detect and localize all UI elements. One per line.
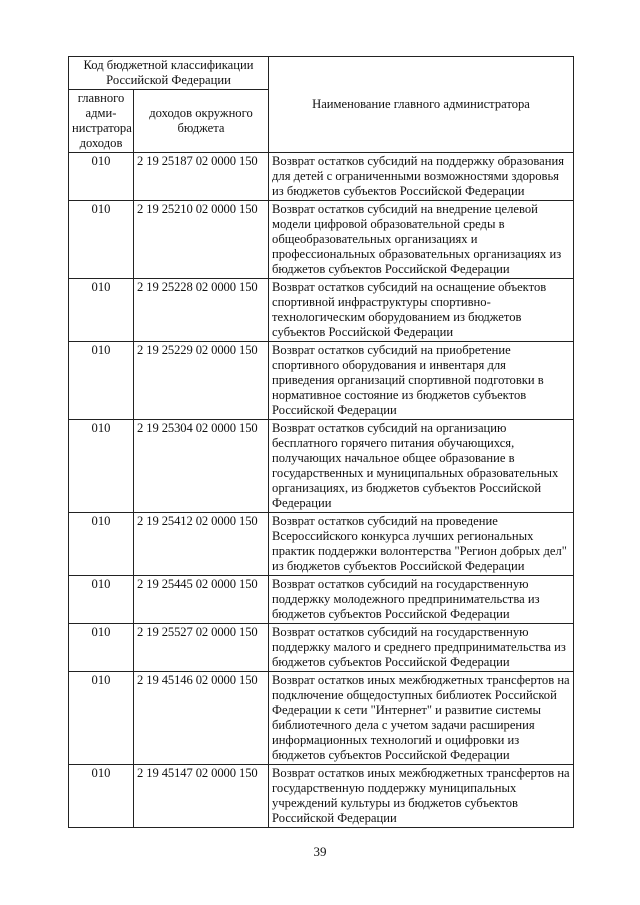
- table-row: [69, 420, 574, 513]
- admin-code-cell: 010: [69, 576, 134, 624]
- table-row: [69, 765, 574, 828]
- admin-name-cell: Возврат остатков субсидий на государственную поддержку малого и среднего предпринимательства из бюджетов субъектов Российской Федерации: [269, 624, 574, 672]
- table-row: [69, 513, 574, 576]
- admin-name-cell: Возврат остатков субсидий на организацию бесплатного горячего питания обучающихся, получающих начальное общее образование в государственных и муниципальных образовательных организациях, из бюджетов субъектов Российской Федерации: [269, 420, 574, 513]
- table-row: [69, 153, 574, 201]
- header-admin-name: Наименование главного администратора: [269, 57, 574, 153]
- income-code-cell: 2 19 25187 02 0000 150: [134, 153, 269, 201]
- table-row: [69, 342, 574, 420]
- table-body: [69, 153, 574, 828]
- admin-name-cell: Возврат остатков субсидий на оснащение объектов спортивной инфраструктуры спортивно-технологическим оборудованием из бюджетов субъектов Российской Федерации: [269, 279, 574, 342]
- income-code-cell: 2 19 25445 02 0000 150: [134, 576, 269, 624]
- table-row: [69, 576, 574, 624]
- table-row: [69, 279, 574, 342]
- income-code-cell: 2 19 45146 02 0000 150: [134, 672, 269, 765]
- admin-code-cell: 010: [69, 201, 134, 279]
- header-district-income: доходов окружного бюджета: [134, 90, 269, 153]
- income-code-cell: 2 19 25228 02 0000 150: [134, 279, 269, 342]
- admin-code-cell: 010: [69, 624, 134, 672]
- income-code-cell: 2 19 25210 02 0000 150: [134, 201, 269, 279]
- header-classification-code: Код бюджетной классификации Российской Федерации: [69, 57, 269, 90]
- budget-classification-table: [68, 56, 574, 828]
- admin-code-cell: 010: [69, 420, 134, 513]
- admin-name-cell: Возврат остатков субсидий на поддержку образования для детей с ограниченными возможностями здоровья из бюджетов субъектов Российской Федерации: [269, 153, 574, 201]
- page-number: 39: [313, 844, 327, 859]
- admin-code-cell: 010: [69, 765, 134, 828]
- admin-name-cell: Возврат остатков иных межбюджетных трансфертов на подключение общедоступных библиотек Российской Федерации к сети "Интернет" и развитие системы библиотечного дела с учетом задачи расширения информационных технологий и оцифровки из бюджетов субъектов Российской Федерации: [269, 672, 574, 765]
- income-code-cell: 2 19 25229 02 0000 150: [134, 342, 269, 420]
- income-code-cell: 2 19 25412 02 0000 150: [134, 513, 269, 576]
- admin-code-cell: 010: [69, 672, 134, 765]
- income-code-cell: 2 19 45147 02 0000 150: [134, 765, 269, 828]
- admin-code-cell: 010: [69, 153, 134, 201]
- income-code-cell: 2 19 25304 02 0000 150: [134, 420, 269, 513]
- admin-code-cell: 010: [69, 342, 134, 420]
- table-row: [69, 672, 574, 765]
- admin-name-cell: Возврат остатков субсидий на государственную поддержку молодежного предпринимательства из бюджетов субъектов Российской Федерации: [269, 576, 574, 624]
- header-main-admin: главного адми-нистратора доходов: [69, 90, 134, 153]
- table-row: [69, 624, 574, 672]
- admin-name-cell: Возврат остатков иных межбюджетных трансфертов на государственную поддержку муниципальных учреждений культуры из бюджетов субъектов Российской Федерации: [269, 765, 574, 828]
- admin-name-cell: Возврат остатков субсидий на проведение Всероссийского конкурса лучших региональных практик поддержки волонтерства "Регион добрых дел" из бюджетов субъектов Российской Федерации: [269, 513, 574, 576]
- admin-name-cell: Возврат остатков субсидий на приобретение спортивного оборудования и инвентаря для приведения организаций спортивной подготовки в нормативное состояние из бюджетов субъектов Российской Федерации: [269, 342, 574, 420]
- admin-code-cell: 010: [69, 279, 134, 342]
- table-header-row: [69, 57, 574, 90]
- admin-name-cell: Возврат остатков субсидий на внедрение целевой модели цифровой образовательной среды в общеобразовательных организациях и профессиональных образовательных организациях из бюджетов субъектов Российской Федерации: [269, 201, 574, 279]
- admin-code-cell: 010: [69, 513, 134, 576]
- income-code-cell: 2 19 25527 02 0000 150: [134, 624, 269, 672]
- table-row: [69, 201, 574, 279]
